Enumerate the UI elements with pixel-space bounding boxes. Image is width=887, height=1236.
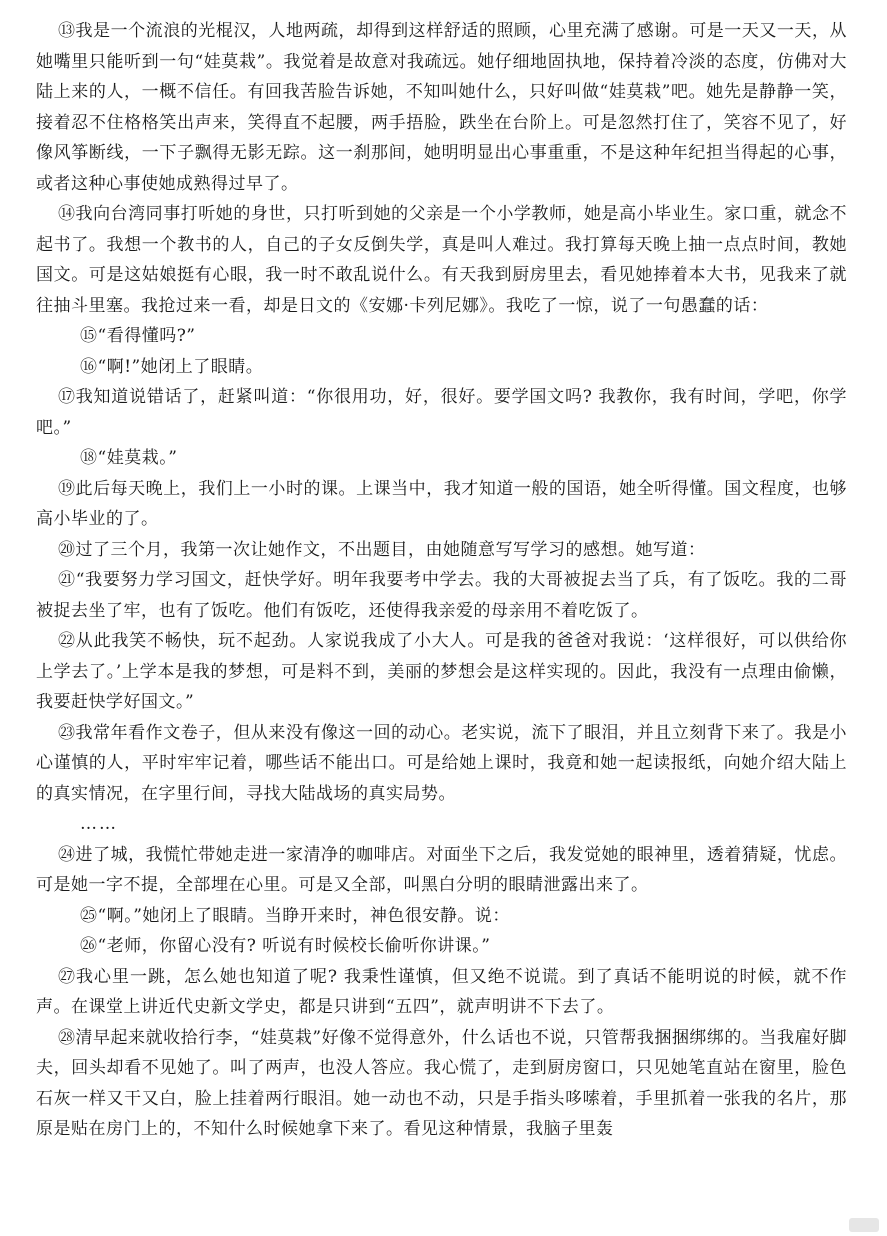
paragraph-25: ㉕“啊。”她闭上了眼睛。当睁开来时，神色很安静。说：: [80, 905, 510, 926]
paragraph-26: ㉖“老师，你留心没有? 听说有时候校长偷听你讲课。”: [80, 936, 491, 956]
paragraph-19: ⑲此后每天晚上，我们上一小时的课。上课当中，我才知道一般的国语，她全听得懂。国文程度，也够高小毕业的了。: [36, 478, 847, 529]
paragraph-28: ㉘清早起来就收拾行李，“娃莫栽”好像不觉得意外，什么话也不说，只管帮我捆捆绑绑的。当我雇好脚夫，回头却看不见她了。叫了两声，也没人答应。我心慌了，走到厨房窗口，只见她笔直站在窗里，脸色石灰一样又干又白，脸上挂着两行眼泪。她一动也不动，只是手指头哆嗦着，手里抓着一张我的名片，那原是贴在房门上的，不知什么时候她拿下来了。看见这种情景，我脑子里轰: [36, 1027, 847, 1139]
paragraph-21: ㉑“我要努力学习国文，赶快学好。明年我要考中学去。我的大哥被捉去当了兵，有了饭吃。我的二哥被捉去坐了牢，也有了饭吃。他们有饭吃，还使得我亲爱的母亲用不着吃饭了。: [36, 570, 847, 621]
paragraph-24: ㉔进了城，我慌忙带她走进一家清净的咖啡店。对面坐下之后，我发觉她的眼神里，透着猜疑，忧虑。可是她一字不提，全部埋在心里。可是又全部，叫黑白分明的眼睛泄露出来了。: [36, 844, 847, 895]
paragraph-15: ⑮“看得懂吗?”: [80, 326, 196, 346]
paragraph-27: ㉗我心里一跳，怎么她也知道了呢? 我秉性谨慎，但又绝不说谎。到了真话不能明说的时候，就不作声。在课堂上讲近代史新文学史，都是只讲到“五四”，就声明讲不下去了。: [36, 966, 847, 1017]
paragraph-16: ⑯“啊!”她闭上了眼睛。: [80, 356, 264, 377]
ellipsis-separator: ……: [80, 814, 118, 834]
paragraph-14: ⑭我向台湾同事打听她的身世，只打听到她的父亲是一个小学教师，她是高小毕业生。家口重，就念不起书了。我想一个教书的人，自己的子女反倒失学，真是叫人难过。我打算每天晚上抽一点点时间，教她国文。可是这姑娘挺有心眼，我一时不敢乱说什么。有天我到厨房里去，看见她捧着本大书，见我来了就往抽斗里塞。我抢过来一看，却是日文的《安娜·卡列尼娜》。我吃了一惊，说了一句愚蠢的话：: [36, 204, 847, 316]
paragraph-18: ⑱“娃莫栽。”: [80, 448, 178, 468]
paragraph-17: ⑰我知道说错话了，赶紧叫道：“你很用功，好，很好。要学国文吗? 我教你，我有时间，学吧，你学吧。”: [36, 387, 847, 438]
paragraph-20: ⑳过了三个月，我第一次让她作文，不出题目，由她随意写写学习的感想。她写道：: [58, 539, 706, 560]
paragraph-22: ㉒从此我笑不畅快，玩不起劲。人家说我成了小大人。可是我的爸爸对我说：‘这样很好，可以供给你上学去了。’上学本是我的梦想，可是料不到，美丽的梦想会是这样实现的。因此，我没有一点理由偷懒，我要赶快学好国文。”: [36, 631, 847, 712]
paragraph-23: ㉓我常年看作文卷子，但从来没有像这一回的动心。老实说，流下了眼泪，并且立刻背下来了。我是小心谨慎的人，平时牢牢记着，哪些话不能出口。可是给她上课时，我竟和她一起读报纸，向她介绍大陆上的真实情况，在字里行间，寻找大陆战场的真实局势。: [36, 722, 847, 804]
paragraph-13: ⑬我是一个流浪的光棍汉，人地两疏，却得到这样舒适的照顾，心里充满了感谢。可是一天又一天，从她嘴里只能听到一句“娃莫栽”。我觉着是故意对我疏远。她仔细地固执地，保持着冷淡的态度，仿佛对大陆上来的人，一概不信任。有回我苦脸告诉她，不知叫她什么，只好叫做“娃莫栽”吧。她先是静静一笑，接着忍不住格格笑出声来，笑得直不起腰，两手捂脸，跌坐在台阶上。可是忽然打住了，笑容不见了，好像风筝断线，一下子飘得无影无踪。这一刹那间，她明明显出心事重重，不是这种年纪担当得起的心事，或者这种心事使她成熟得过早了。: [36, 21, 847, 194]
corner-watermark: [849, 1218, 879, 1232]
